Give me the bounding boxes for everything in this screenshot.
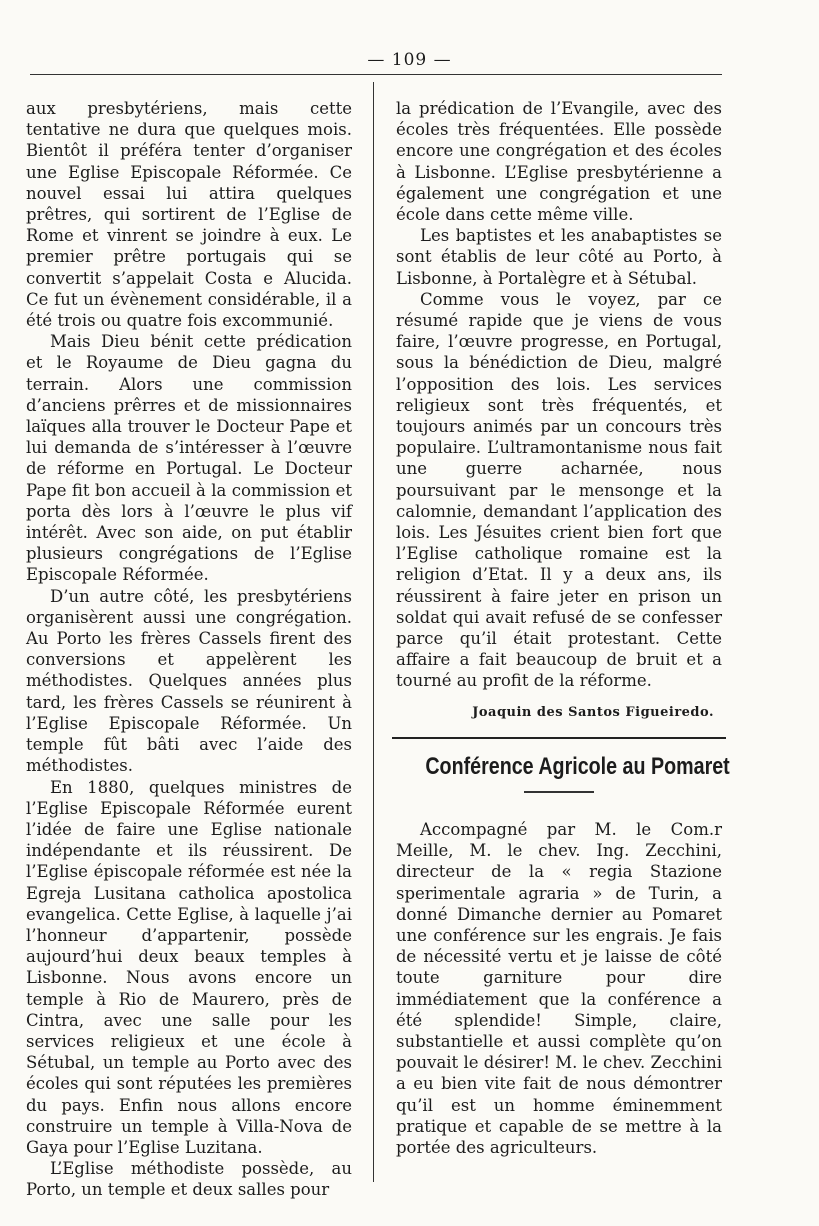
- left-paragraph-1: aux presbytériens, mais cette tentative ne dura que quelques mois. Bientôt il préféra tenter d’organiser une Eglise Episcopale Réformée. Ce nouvel essai lui attira quelques prêtres, qui sortirent de l’Eglise de Rome et vinrent se joindre à eux. Le premier prêtre portugais qui se convertit s’appelait Costa e Alucida. Ce fut un évènement considérable, il a été trois ou quatre fois excommunié.: [26, 99, 352, 331]
- left-paragraph-2: Mais Dieu bénit cette prédication et le Royaume de Dieu gagna du terrain. Alors une commission d’anciens prêrres et de missionnaires laïques alla trouver le Docteur Pape et lui demanda de s’intéresser à l’œuvre de réforme en Portugal. Le Docteur Pape fit bon accueil à la commission et porta dès lors à l’œuvre le plus vif intérêt. Avec son aide, on put établir plusieurs congrégations de l’Eglise Episcopale Réformée.: [26, 332, 352, 585]
- article-signature: Joaquin des Santos Figueiredo.: [472, 704, 714, 720]
- section-title: Conférence Agricole au Pomaret: [425, 752, 730, 780]
- left-paragraph-4: En 1880, quelques ministres de l’Eglise Episcopale Réformée eurent l’idée de faire une Eglise nationale indépendante et ils réussirent. De l’Eglise épiscopale réformée est née la Egreja Lusitana catholica apostolica evangelica. Cette Eglise, à laquelle j’ai l’honneur d’appartenir, possède aujourd’hui deux beaux temples à Lisbonne. Nous avons encore un temple à Rio de Maurero, près de Cintra, avec une salle pour les services religieux et une école à Sétubal, un temple au Porto avec des écoles qui sont réputées les premières du pays. Enfin nous allons encore construire un temple à Villa-Nova de Gaya pour l’Eglise Luzitana.: [26, 777, 352, 1157]
- left-paragraph-5: L’Eglise méthodiste possède, au Porto, un temple et deux salles pour: [26, 1159, 352, 1200]
- right-paragraph-1: la prédication de l’Evangile, avec des écoles très fréquentées. Elle possède encore une congrégation et des écoles à Lisbonne. L’Eglise presbytérienne a également une congrégation et une école dans cette même ville.: [396, 99, 722, 225]
- title-ornament: [524, 791, 594, 797]
- section-paragraph: Accompagné par M. le Com.r Meille, M. le chev. Ing. Zecchini, directeur de la « regia Stazione sperimentale agraria » de Turin, a donné Dimanche dernier au Pomaret une conférence sur les engrais. Je fais de nécessité vertu et je laisse de côté toute garniture pour dire immédiatement que la conférence a été splendide! Simple, claire, substantielle et aussi complète qu’on pouvait le désirer! M. le chev. Zecchini a eu bien vite fait de nous démontrer qu’il est un homme éminemment pratique et capable de se mettre à la portée des agriculteurs.: [396, 819, 722, 1157]
- column-divider: [373, 82, 374, 1182]
- left-paragraph-3: D’un autre côté, les presbytériens organisèrent aussi une congrégation. Au Porto les frères Cassels firent des conversions et appelèrent les méthodistes. Quelques années plus tard, les frères Cassels se réunirent à l’Eglise Episcopale Réformée. Un temple fût bâti avec l’aide des méthodistes.: [26, 586, 352, 776]
- right-paragraph-2: Les baptistes et les anabaptistes se sont établis de leur côté au Porto, à Lisbonne, à Portalègre et à Sétubal.: [396, 226, 722, 288]
- page-number: — 109 —: [367, 50, 452, 70]
- right-column: [396, 98, 730, 1158]
- header-rule: [30, 74, 722, 75]
- section-divider: [392, 737, 726, 739]
- left-column: [26, 98, 352, 1201]
- right-paragraph-3: Comme vous le voyez, par ce résumé rapide que je viens de vous faire, l’œuvre progresse, en Portugal, sous la bénédiction de Dieu, malgré l’opposition des lois. Les services religieux sont très fréquentés, et toujours animés par un concours très populaire. L’ultramontanisme nous fait une guerre acharnée, nous poursuivant par le mensonge et la calomnie, demandant l’application des lois. Les Jésuites crient bien fort que l’Eglise catholique romaine est la religion d’Etat. Il y a deux ans, ils réussirent à faire jeter en prison un soldat qui avait refusé de se confesser parce qu’il était protestant. Cette affaire a fait beaucoup de bruit et a tourné au profit de la réforme.: [396, 289, 722, 691]
